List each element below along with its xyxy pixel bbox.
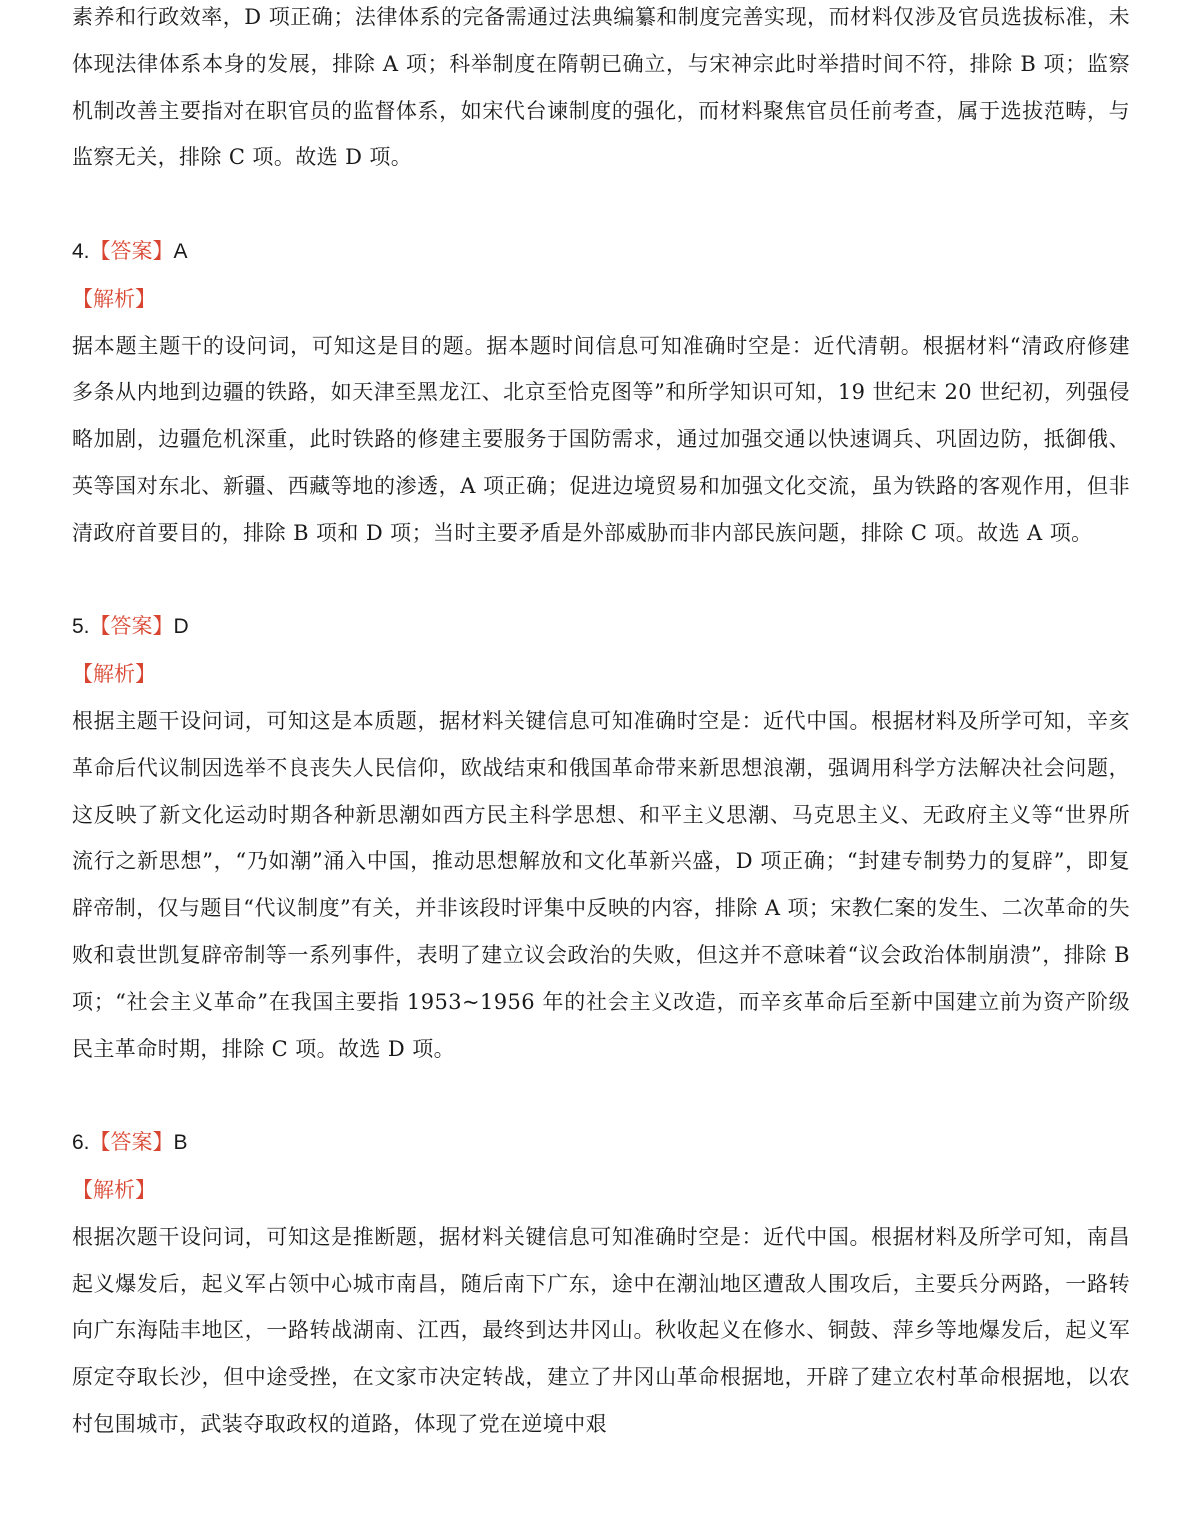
question-number: 5. <box>72 615 90 639</box>
analysis-tag: 【解析】 <box>72 662 156 687</box>
answer-tag: 【答案】 <box>89 1130 174 1155</box>
continued-paragraph: 素养和行政效率，D 项正确；法律体系的完备需通过法典编纂和制度完善实现，而材料仅涉及官员选拔标准，未体现法律体系本身的发展，排除 A 项；科举制度在隋朝已确立，与宋神宗此时举措时间不符，排除 B 项；监察机制改善主要指对在职官员的监督体系，如宋代台谏制度的强化，而材料聚焦官员任前考查，属于选拔范畴，与监察无关，排除 C 项。故选 D 项。 <box>72 5 1130 170</box>
question-number: 6. <box>72 1131 90 1155</box>
analysis-tag: 【解析】 <box>72 286 156 311</box>
question-item-4 <box>72 228 1130 557</box>
answer-line <box>72 1119 1130 1167</box>
answer-tag: 【答案】 <box>89 614 174 639</box>
answer-letter: B <box>173 1131 188 1155</box>
analysis-heading <box>72 1167 1130 1214</box>
spacer <box>72 557 1130 604</box>
analysis-tag: 【解析】 <box>72 1177 156 1202</box>
analysis-heading <box>72 651 1130 698</box>
answer-tag: 【答案】 <box>89 238 174 263</box>
answer-letter: A <box>173 239 188 263</box>
question-number: 4. <box>72 239 90 263</box>
question-item-5 <box>72 603 1130 1072</box>
answer-line <box>72 228 1130 276</box>
question-item-6 <box>72 1119 1130 1448</box>
analysis-text: 根据主题干设问词，可知这是本质题，据材料关键信息可知准确时空是：近代中国。根据材料及所学可知，辛亥革命后代议制因选举不良丧失人民信仰，欧战结束和俄国革命带来新思想浪潮，强调用科学方法解决社会问题，这反映了新文化运动时期各种新思潮如西方民主科学思想、和平主义思潮、马克思主义、无政府主义等“世界所流行之新思想”，“乃如潮”涌入中国，推动思想解放和文化革新兴盛，D 项正确；“封建专制势力的复辟”，即复辟帝制，仅与题目“代议制度”有关，并非该段时评集中反映的内容，排除 A 项；宋教仁案的发生、二次革命的失败和袁世凯复辟帝制等一系列事件，表明了建立议会政治的失败，但这并不意味着“议会政治体制崩溃”，排除 B 项；“社会主义革命”在我国主要指 1953~1956 年的社会主义改造，而辛亥革命后至新中国建立前为资产阶级民主革命时期，排除 C 项。故选 D 项。 <box>72 708 1130 1061</box>
spacer <box>72 181 1130 228</box>
analysis-text: 根据次题干设问词，可知这是推断题，据材料关键信息可知准确时空是：近代中国。根据材料及所学可知，南昌起义爆发后，起义军占领中心城市南昌，随后南下广东，途中在潮汕地区遭敌人围攻后，主要兵分两路，一路转向广东海陆丰地区，一路转战湖南、江西，最终到达井冈山。秋收起义在修水、铜鼓、萍乡等地爆发后，起义军原定夺取长沙，但中途受挫，在文家市决定转战，建立了井冈山革命根据地，开辟了建立农村革命根据地，以农村包围城市，武装夺取政权的道路，体现了党在逆境中艰 <box>72 1224 1130 1436</box>
analysis-text: 据本题主题干的设问词，可知这是目的题。据本题时间信息可知准确时空是：近代清朝。根据材料“清政府修建多条从内地到边疆的铁路，如天津至黑龙江、北京至恰克图等”和所学知识可知，19 世纪末 20 世纪初，列强侵略加剧，边疆危机深重，此时铁路的修建主要服务于国防需求，通过加强交通以快速调兵、巩固边防，抵御俄、英等国对东北、新疆、西藏等地的渗透，A 项正确；促进边境贸易和加强文化交流，虽为铁路的客观作用，但非清政府首要目的，排除 B 项和 D 项；当时主要矛盾是外部威胁而非内部民族问题，排除 C 项。故选 A 项。 <box>72 333 1130 545</box>
answer-letter: D <box>173 615 189 639</box>
analysis-heading <box>72 276 1130 323</box>
spacer <box>72 1072 1130 1119</box>
answer-line <box>72 603 1130 651</box>
